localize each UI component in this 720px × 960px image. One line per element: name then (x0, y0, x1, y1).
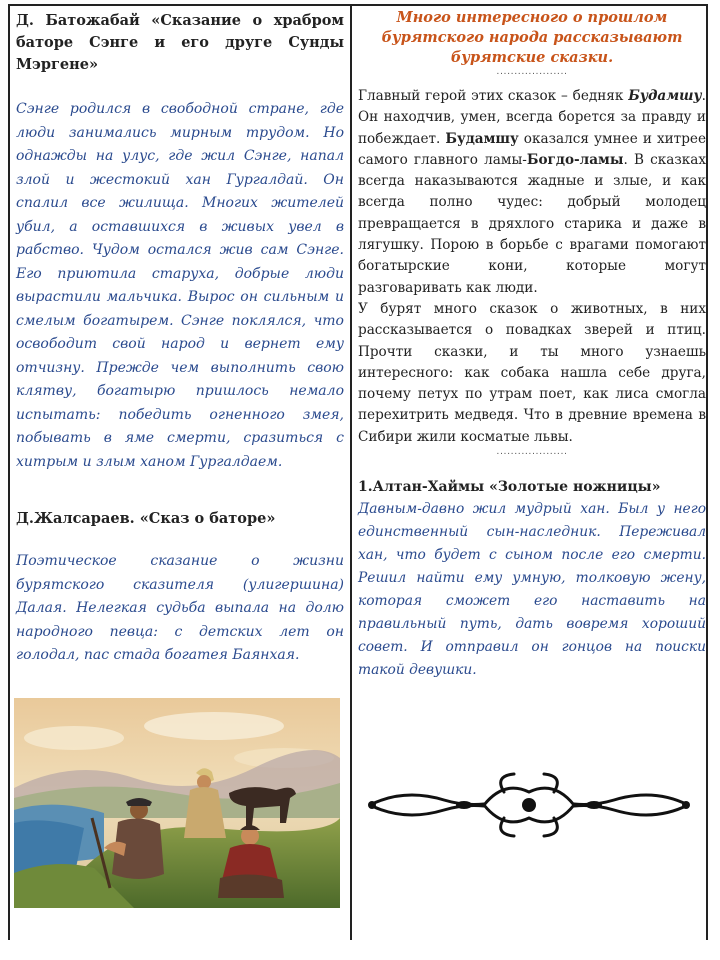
text-span: оказался умнее и хитрее самого главного ламы- (358, 130, 706, 168)
decorative-ornament-icon (364, 770, 694, 840)
book-title-zhalsaraev: Д.Жалсараев. «Сказ о баторе» (16, 510, 276, 527)
column-divider (350, 4, 352, 940)
section-header: Много интересного о прошлом бурятского народа рассказывают бурятские сказки. (381, 9, 683, 66)
right-column (358, 8, 706, 682)
lama-name: Богдо-ламы (526, 151, 624, 168)
text-span: . В сказках всегда наказываются жадные и злые, и как всегда полно чудес: добрый молодец превращается в дряхлого старика и даже в лягушку. Порою в борьбе с врагами помогают богатырские кони, которые могут разговаривать как люди. (358, 151, 706, 296)
text-span: Главный герой этих сказок – бедняк (358, 88, 629, 104)
paragraph-animals: У бурят много сказок о животных, в них рассказывается о повадках зверей и птиц. Прочти сказки, и ты много узнаешь интересного: как собака нашла себе друга, почему петух по утрам поет, как лиса смогла перехитрить медведя. Что в древние времена в Сибири жили косматые львы. (358, 300, 706, 445)
separator-dots: ᐧᐧᐧᐧᐧᐧᐧᐧᐧᐧᐧᐧᐧᐧᐧᐧᐧᐧᐧᐧ (496, 69, 568, 80)
left-column (16, 10, 344, 668)
hero-name: Будамшу (628, 88, 702, 104)
book-title-batozhabai: Д. Батожабай «Сказание о храбром баторе Сэнге и его друге Сунды Мэргене» (16, 12, 344, 73)
text-span: . Он находчив, умен, всегда борется за правду и побеждает. (358, 88, 706, 147)
hero-name: Будамшу (445, 130, 519, 147)
paragraph-budamshu (358, 86, 706, 299)
separator-dots-2: ᐧᐧᐧᐧᐧᐧᐧᐧᐧᐧᐧᐧᐧᐧᐧᐧᐧᐧᐧᐧ (496, 449, 568, 461)
book-title-altan-khaimy: 1.Алтан-Хаймы «Золотые ножницы» (358, 479, 661, 496)
steppe-painting (14, 698, 340, 908)
story-summary-dalai: Поэтическое сказание о жизни бурятского сказителя (улигершина) Далая. Нелегкая судьба выпала на долю народного певца: с детских лет он голодал, пас стада богатея Баянхая. (16, 553, 344, 663)
story-summary-senge: Сэнге родился в свободной стране, где люди занимались мирным трудом. Но однажды на улус, где жил Сэнге, напал злой и жестокий хан Гургалдай. Он спалил все жилища. Многих жителей убил, а оставшихся в живых увел в рабство. Чудом остался жив сам Сэнге. Его приютила старуха, добрые люди вырастили мальчика. Вырос он сильным и смелым богатырем. Сэнге поклялся, что освободит свой народ и вернет ему отчизну. Прежде чем выполнить свою клятву, богатырю пришлось немало испытать: победить огненного змея, побывать в яме смерти, сразиться с хитрым и злым ханом Гургалдаем. (16, 101, 344, 470)
story-summary-khan: Давным-давно жил мудрый хан. Был у него единственный сын-наследник. Переживал хан, что будет с сыном после его смерти. Решил найти ему умную, толковую жену, которая сможет его наставить на правильный путь, дать вовремя хороший совет. И отправил он гонцов на поиски такой девушки. (358, 501, 706, 679)
